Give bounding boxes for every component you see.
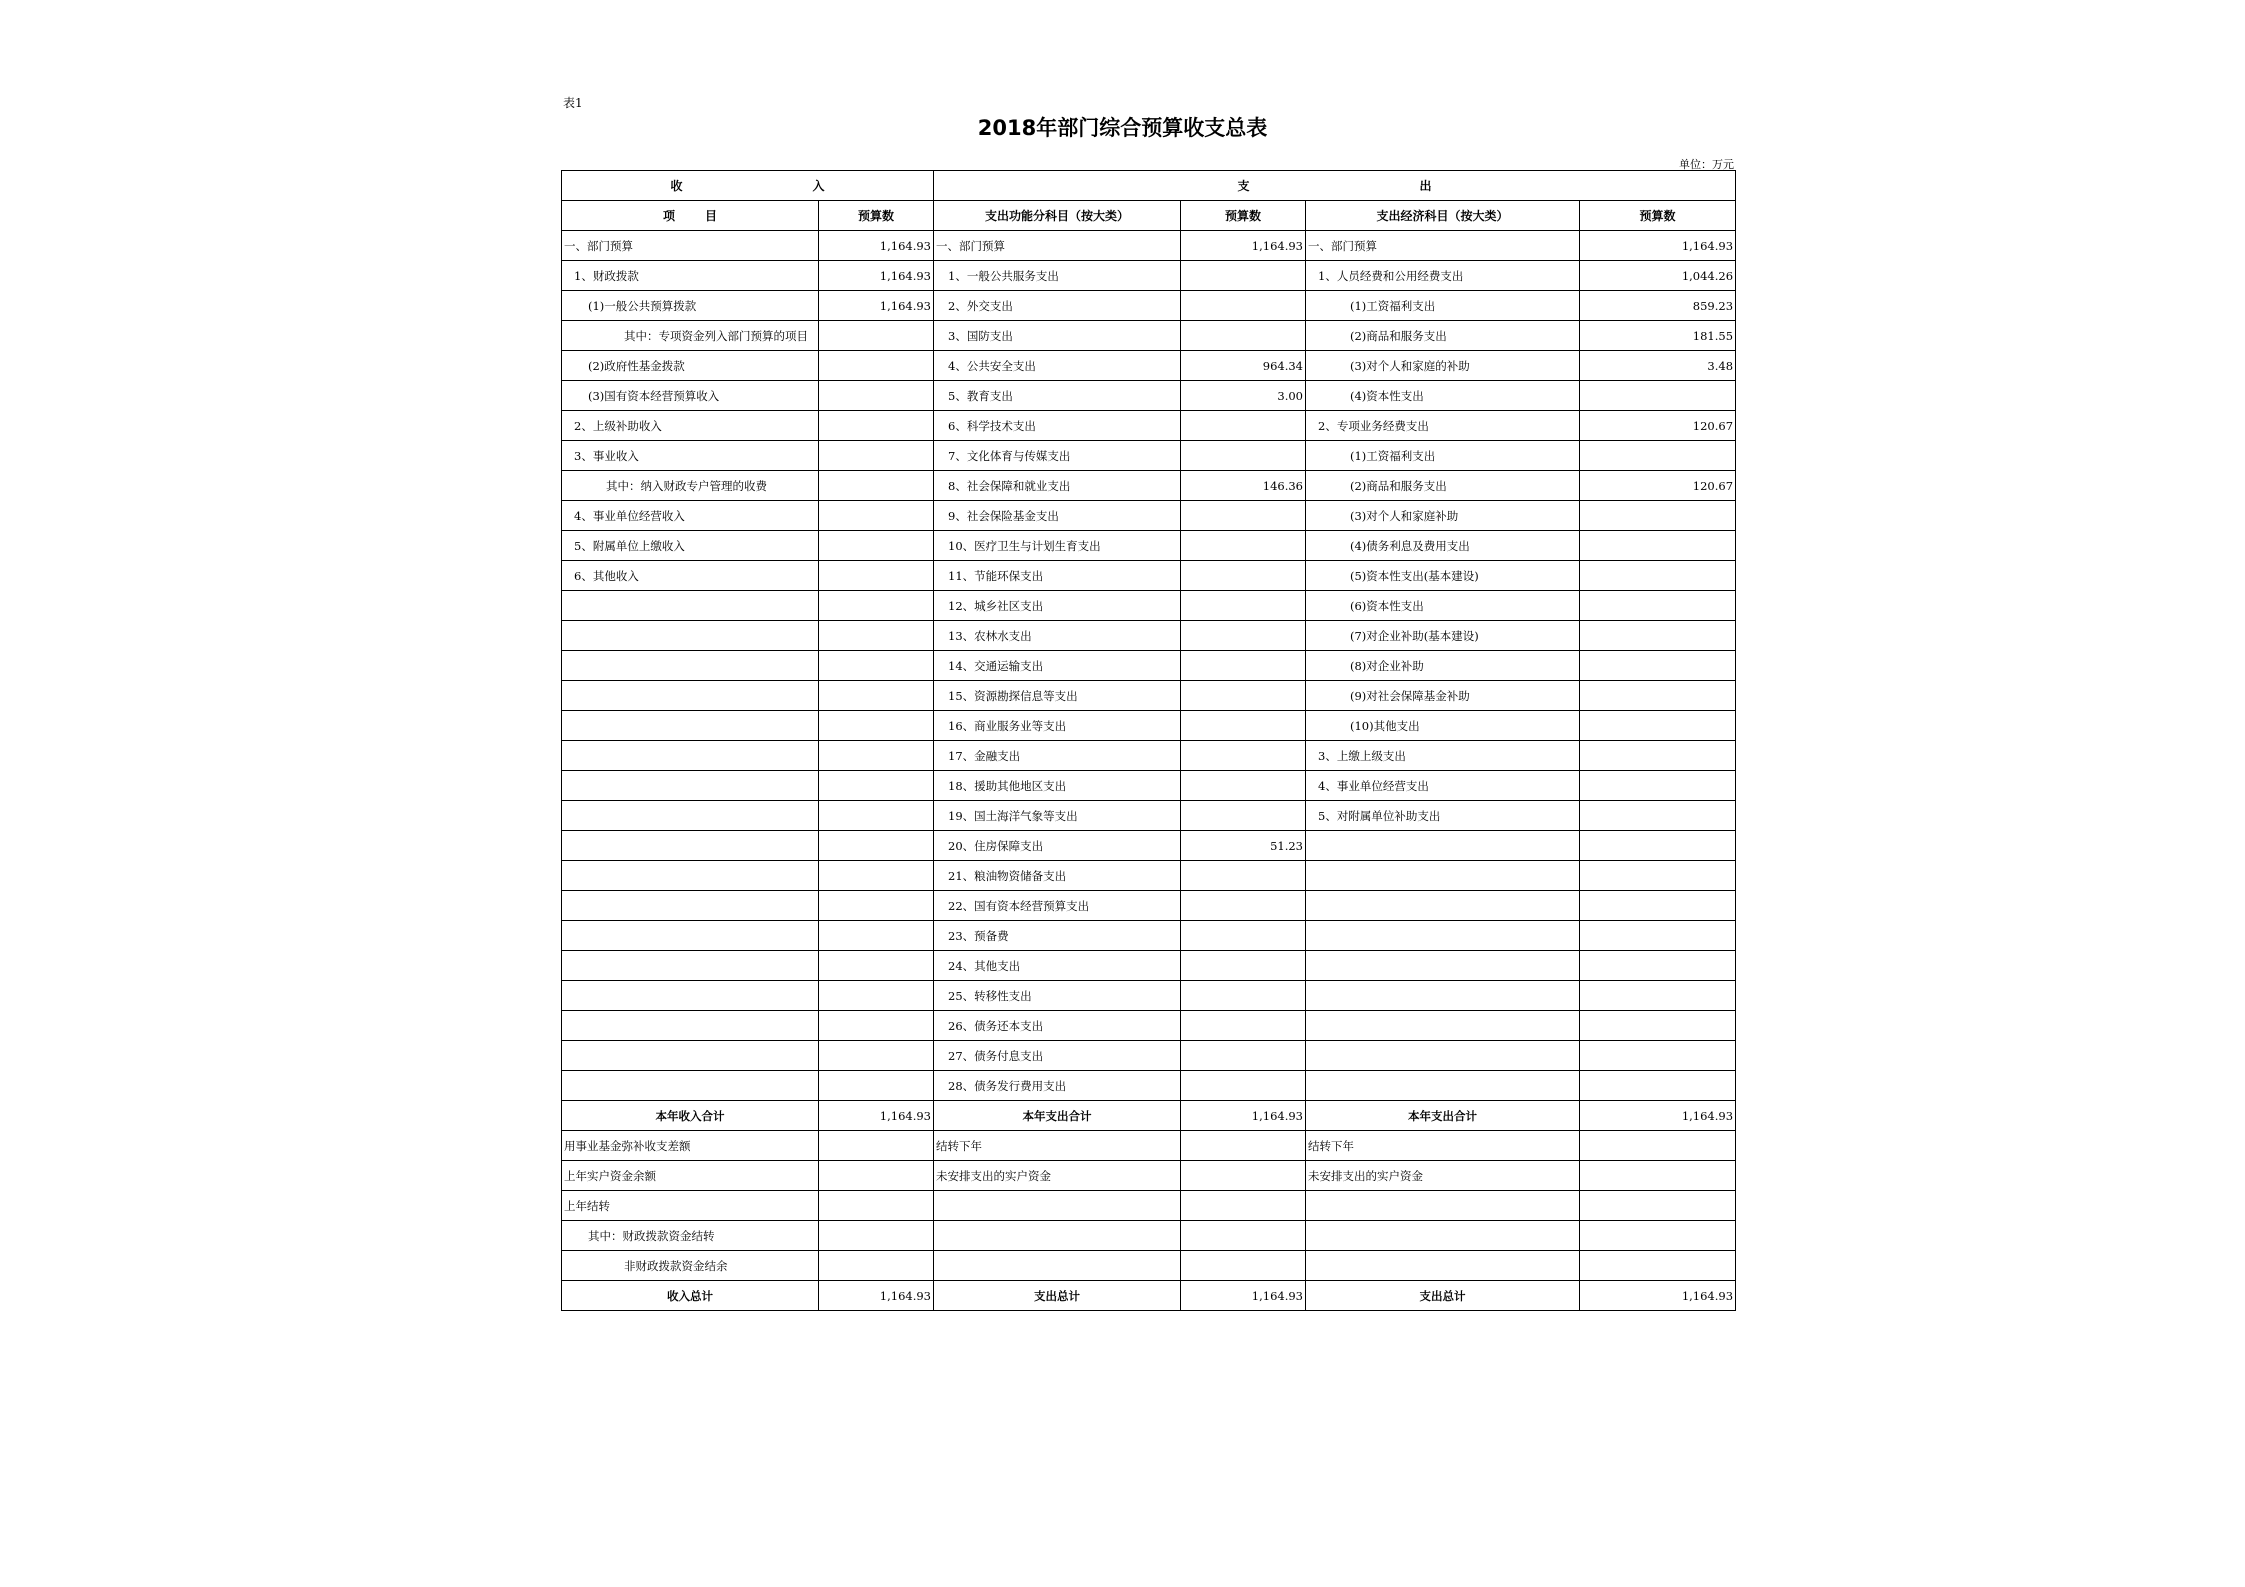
function-item-cell xyxy=(934,1221,1181,1251)
economic-amount-cell: 3.48 xyxy=(1580,351,1736,381)
function-amount-cell xyxy=(1181,681,1306,711)
expense-section-header: 支 出 xyxy=(934,171,1736,201)
budget-summary-table xyxy=(561,170,1736,1311)
economic-item-cell xyxy=(1306,1041,1580,1071)
income-item-cell: 5、附属单位上缴收入 xyxy=(562,531,819,561)
economic-item-cell: 4、事业单位经营支出 xyxy=(1306,771,1580,801)
column-header-row xyxy=(562,201,1736,231)
table-row xyxy=(562,501,1736,531)
income-item-cell xyxy=(562,771,819,801)
economic-item-cell: (7)对企业补助(基本建设) xyxy=(1306,621,1580,651)
income-amount-cell xyxy=(819,621,934,651)
economic-item-cell: (1)工资福利支出 xyxy=(1306,441,1580,471)
income-item-cell: 1、财政拨款 xyxy=(562,261,819,291)
income-amount-cell xyxy=(819,921,934,951)
income-amount-cell xyxy=(819,1071,934,1101)
income-item-cell: 其中：专项资金列入部门预算的项目 xyxy=(562,321,819,351)
economic-amount-cell xyxy=(1580,771,1736,801)
economic-item-cell: (2)商品和服务支出 xyxy=(1306,471,1580,501)
income-amount-cell xyxy=(819,981,934,1011)
income-item-cell: 2、上级补助收入 xyxy=(562,411,819,441)
table-row xyxy=(562,891,1736,921)
economic-total-amount: 1,164.93 xyxy=(1580,1101,1736,1131)
function-amount-cell xyxy=(1181,411,1306,441)
economic-item-cell: 2、专项业务经费支出 xyxy=(1306,411,1580,441)
income-amount-cell xyxy=(819,771,934,801)
function-item-cell: 未安排支出的实户资金 xyxy=(934,1161,1181,1191)
table-row xyxy=(562,261,1736,291)
function-item-cell: 19、国土海洋气象等支出 xyxy=(934,801,1181,831)
carryover-row xyxy=(562,1251,1736,1281)
function-amount-cell xyxy=(1181,621,1306,651)
function-item-cell: 6、科学技术支出 xyxy=(934,411,1181,441)
economic-item-cell xyxy=(1306,951,1580,981)
table-row xyxy=(562,831,1736,861)
income-item-cell: 用事业基金弥补收支差额 xyxy=(562,1131,819,1161)
function-amount-cell xyxy=(1181,1071,1306,1101)
function-item-cell xyxy=(934,1251,1181,1281)
economic-amount-cell xyxy=(1580,711,1736,741)
function-item-cell: 18、援助其他地区支出 xyxy=(934,771,1181,801)
function-amount-cell xyxy=(1181,711,1306,741)
income-item-cell: 一、部门预算 xyxy=(562,231,819,261)
income-total-label: 本年收入合计 xyxy=(562,1101,819,1131)
table-row xyxy=(562,1041,1736,1071)
income-amount-cell xyxy=(819,1011,934,1041)
economic-item-cell xyxy=(1306,921,1580,951)
income-amount-cell xyxy=(819,1251,934,1281)
header-economic-amount: 预算数 xyxy=(1580,201,1736,231)
income-amount-cell xyxy=(819,1161,934,1191)
income-amount-cell xyxy=(819,531,934,561)
table-row xyxy=(562,951,1736,981)
income-amount-cell xyxy=(819,831,934,861)
income-item-cell: 其中：财政拨款资金结转 xyxy=(562,1221,819,1251)
income-total-amount: 1,164.93 xyxy=(819,1281,934,1311)
income-item-cell xyxy=(562,921,819,951)
function-amount-cell xyxy=(1181,561,1306,591)
economic-item-cell: (3)对个人和家庭补助 xyxy=(1306,501,1580,531)
income-item-cell: 上年实户资金余额 xyxy=(562,1161,819,1191)
function-item-cell: 结转下年 xyxy=(934,1131,1181,1161)
function-item-cell: 7、文化体育与传媒支出 xyxy=(934,441,1181,471)
function-amount-cell xyxy=(1181,1251,1306,1281)
economic-item-cell xyxy=(1306,861,1580,891)
function-item-cell: 22、国有资本经营预算支出 xyxy=(934,891,1181,921)
economic-amount-cell xyxy=(1580,741,1736,771)
economic-item-cell: (8)对企业补助 xyxy=(1306,651,1580,681)
economic-amount-cell: 1,164.93 xyxy=(1580,231,1736,261)
carryover-row xyxy=(562,1131,1736,1161)
income-amount-cell xyxy=(819,561,934,591)
table-row xyxy=(562,861,1736,891)
table-row xyxy=(562,531,1736,561)
table-row xyxy=(562,621,1736,651)
economic-amount-cell xyxy=(1580,891,1736,921)
income-amount-cell xyxy=(819,741,934,771)
economic-item-cell xyxy=(1306,981,1580,1011)
income-item-cell xyxy=(562,1011,819,1041)
function-amount-cell: 1,164.93 xyxy=(1181,231,1306,261)
economic-amount-cell xyxy=(1580,801,1736,831)
economic-amount-cell xyxy=(1580,831,1736,861)
function-amount-cell: 3.00 xyxy=(1181,381,1306,411)
income-amount-cell xyxy=(819,1191,934,1221)
income-item-cell xyxy=(562,1041,819,1071)
income-item-cell: 6、其他收入 xyxy=(562,561,819,591)
grand-total-row xyxy=(562,1281,1736,1311)
economic-item-cell xyxy=(1306,1071,1580,1101)
function-amount-cell xyxy=(1181,441,1306,471)
economic-amount-cell xyxy=(1580,1041,1736,1071)
economic-item-cell: (2)商品和服务支出 xyxy=(1306,321,1580,351)
economic-item-cell xyxy=(1306,1251,1580,1281)
function-amount-cell xyxy=(1181,951,1306,981)
economic-item-cell xyxy=(1306,1221,1580,1251)
table-row xyxy=(562,711,1736,741)
function-item-cell xyxy=(934,1191,1181,1221)
economic-amount-cell xyxy=(1580,1071,1736,1101)
income-item-cell xyxy=(562,861,819,891)
economic-item-cell: 结转下年 xyxy=(1306,1131,1580,1161)
year-total-row xyxy=(562,1101,1736,1131)
economic-item-cell: (5)资本性支出(基本建设) xyxy=(1306,561,1580,591)
economic-amount-cell xyxy=(1580,441,1736,471)
function-item-cell: 13、农林水支出 xyxy=(934,621,1181,651)
income-item-cell xyxy=(562,981,819,1011)
income-item-cell xyxy=(562,1071,819,1101)
income-item-cell: (2)政府性基金拨款 xyxy=(562,351,819,381)
header-income-amount: 预算数 xyxy=(819,201,934,231)
economic-amount-cell xyxy=(1580,591,1736,621)
function-amount-cell xyxy=(1181,501,1306,531)
economic-amount-cell xyxy=(1580,501,1736,531)
function-amount-cell xyxy=(1181,1221,1306,1251)
table-row xyxy=(562,231,1736,261)
function-amount-cell xyxy=(1181,591,1306,621)
income-item-cell xyxy=(562,591,819,621)
table-row xyxy=(562,291,1736,321)
function-item-cell: 11、节能环保支出 xyxy=(934,561,1181,591)
economic-item-cell: (6)资本性支出 xyxy=(1306,591,1580,621)
income-item-cell xyxy=(562,711,819,741)
income-item-cell: 3、事业收入 xyxy=(562,441,819,471)
table-row xyxy=(562,441,1736,471)
table-row xyxy=(562,1071,1736,1101)
function-amount-cell xyxy=(1181,741,1306,771)
income-amount-cell xyxy=(819,801,934,831)
income-item-cell: (1)一般公共预算拨款 xyxy=(562,291,819,321)
function-item-cell: 21、粮油物资储备支出 xyxy=(934,861,1181,891)
economic-item-cell: 一、部门预算 xyxy=(1306,231,1580,261)
function-item-cell: 1、一般公共服务支出 xyxy=(934,261,1181,291)
header-function-amount: 预算数 xyxy=(1181,201,1306,231)
function-amount-cell xyxy=(1181,891,1306,921)
function-total-amount: 1,164.93 xyxy=(1181,1281,1306,1311)
income-item-cell xyxy=(562,741,819,771)
economic-amount-cell xyxy=(1580,381,1736,411)
economic-total-label: 本年支出合计 xyxy=(1306,1101,1580,1131)
economic-amount-cell xyxy=(1580,1131,1736,1161)
economic-amount-cell xyxy=(1580,1221,1736,1251)
economic-item-cell: (4)资本性支出 xyxy=(1306,381,1580,411)
economic-amount-cell: 120.67 xyxy=(1580,411,1736,441)
income-amount-cell xyxy=(819,651,934,681)
function-item-cell: 25、转移性支出 xyxy=(934,981,1181,1011)
function-amount-cell xyxy=(1181,1161,1306,1191)
economic-amount-cell: 1,044.26 xyxy=(1580,261,1736,291)
function-item-cell: 5、教育支出 xyxy=(934,381,1181,411)
income-amount-cell: 1,164.93 xyxy=(819,291,934,321)
economic-amount-cell xyxy=(1580,531,1736,561)
economic-amount-cell xyxy=(1580,681,1736,711)
table-row xyxy=(562,381,1736,411)
economic-item-cell xyxy=(1306,891,1580,921)
economic-item-cell: 5、对附属单位补助支出 xyxy=(1306,801,1580,831)
function-total-amount: 1,164.93 xyxy=(1181,1101,1306,1131)
economic-item-cell: (3)对个人和家庭的补助 xyxy=(1306,351,1580,381)
economic-item-cell xyxy=(1306,1191,1580,1221)
table-row xyxy=(562,741,1736,771)
income-amount-cell xyxy=(819,861,934,891)
function-item-cell: 3、国防支出 xyxy=(934,321,1181,351)
economic-amount-cell xyxy=(1580,921,1736,951)
function-amount-cell xyxy=(1181,981,1306,1011)
function-item-cell: 8、社会保障和就业支出 xyxy=(934,471,1181,501)
economic-amount-cell xyxy=(1580,621,1736,651)
income-amount-cell: 1,164.93 xyxy=(819,231,934,261)
table-row xyxy=(562,471,1736,501)
income-amount-cell xyxy=(819,1041,934,1071)
income-item-cell xyxy=(562,951,819,981)
income-amount-cell xyxy=(819,351,934,381)
table-row xyxy=(562,921,1736,951)
function-amount-cell xyxy=(1181,651,1306,681)
income-item-cell: 非财政拨款资金结余 xyxy=(562,1251,819,1281)
function-item-cell: 一、部门预算 xyxy=(934,231,1181,261)
economic-item-cell: (10)其他支出 xyxy=(1306,711,1580,741)
function-amount-cell xyxy=(1181,921,1306,951)
income-amount-cell xyxy=(819,441,934,471)
function-amount-cell xyxy=(1181,321,1306,351)
economic-total-amount: 1,164.93 xyxy=(1580,1281,1736,1311)
income-amount-cell xyxy=(819,411,934,441)
income-amount-cell xyxy=(819,1131,934,1161)
function-amount-cell xyxy=(1181,1131,1306,1161)
economic-item-cell: 未安排支出的实户资金 xyxy=(1306,1161,1580,1191)
income-item-cell: 4、事业单位经营收入 xyxy=(562,501,819,531)
unit-label: 单位：万元 xyxy=(1679,158,1734,171)
table-row xyxy=(562,981,1736,1011)
income-item-cell xyxy=(562,621,819,651)
income-item-cell: (3)国有资本经营预算收入 xyxy=(562,381,819,411)
function-total-label: 支出总计 xyxy=(934,1281,1181,1311)
table-row xyxy=(562,771,1736,801)
function-item-cell: 2、外交支出 xyxy=(934,291,1181,321)
table-row xyxy=(562,561,1736,591)
economic-amount-cell xyxy=(1580,861,1736,891)
sheet-number: 表1 xyxy=(563,96,583,110)
function-total-label: 本年支出合计 xyxy=(934,1101,1181,1131)
economic-amount-cell: 120.67 xyxy=(1580,471,1736,501)
table-row xyxy=(562,591,1736,621)
income-section-header: 收 入 xyxy=(562,171,934,201)
economic-amount-cell: 859.23 xyxy=(1580,291,1736,321)
function-item-cell: 17、金融支出 xyxy=(934,741,1181,771)
function-amount-cell: 51.23 xyxy=(1181,831,1306,861)
function-item-cell: 20、住房保障支出 xyxy=(934,831,1181,861)
function-amount-cell xyxy=(1181,1191,1306,1221)
income-amount-cell xyxy=(819,591,934,621)
economic-amount-cell xyxy=(1580,951,1736,981)
income-amount-cell xyxy=(819,681,934,711)
economic-item-cell: (4)债务利息及费用支出 xyxy=(1306,531,1580,561)
function-item-cell: 27、债务付息支出 xyxy=(934,1041,1181,1071)
function-amount-cell xyxy=(1181,291,1306,321)
page-title: 2018年部门综合预算收支总表 xyxy=(977,116,1268,140)
function-amount-cell xyxy=(1181,861,1306,891)
function-item-cell: 16、商业服务业等支出 xyxy=(934,711,1181,741)
header-income-item: 项 目 xyxy=(562,201,819,231)
income-amount-cell xyxy=(819,321,934,351)
header-economic-category: 支出经济科目（按大类） xyxy=(1306,201,1580,231)
income-item-cell xyxy=(562,651,819,681)
function-amount-cell: 964.34 xyxy=(1181,351,1306,381)
table-row xyxy=(562,411,1736,441)
income-item-cell xyxy=(562,801,819,831)
function-item-cell: 26、债务还本支出 xyxy=(934,1011,1181,1041)
income-item-cell xyxy=(562,681,819,711)
economic-item-cell xyxy=(1306,1011,1580,1041)
function-item-cell: 23、预备费 xyxy=(934,921,1181,951)
income-item-cell xyxy=(562,891,819,921)
income-amount-cell xyxy=(819,951,934,981)
function-amount-cell xyxy=(1181,261,1306,291)
economic-item-cell: (1)工资福利支出 xyxy=(1306,291,1580,321)
function-item-cell: 9、社会保险基金支出 xyxy=(934,501,1181,531)
economic-item-cell: (9)对社会保障基金补助 xyxy=(1306,681,1580,711)
carryover-row xyxy=(562,1161,1736,1191)
economic-total-label: 支出总计 xyxy=(1306,1281,1580,1311)
table-row xyxy=(562,321,1736,351)
economic-amount-cell xyxy=(1580,1191,1736,1221)
income-amount-cell xyxy=(819,501,934,531)
table-row xyxy=(562,351,1736,381)
function-item-cell: 15、资源勘探信息等支出 xyxy=(934,681,1181,711)
income-amount-cell xyxy=(819,711,934,741)
economic-amount-cell xyxy=(1580,1161,1736,1191)
income-total-amount: 1,164.93 xyxy=(819,1101,934,1131)
economic-amount-cell: 181.55 xyxy=(1580,321,1736,351)
section-band-row xyxy=(562,171,1736,201)
header-function-category: 支出功能分科目（按大类） xyxy=(934,201,1181,231)
table-row xyxy=(562,801,1736,831)
income-amount-cell xyxy=(819,1221,934,1251)
function-amount-cell xyxy=(1181,801,1306,831)
economic-amount-cell xyxy=(1580,981,1736,1011)
carryover-row xyxy=(562,1191,1736,1221)
function-item-cell: 4、公共安全支出 xyxy=(934,351,1181,381)
table-row xyxy=(562,651,1736,681)
function-amount-cell xyxy=(1181,1011,1306,1041)
carryover-row xyxy=(562,1221,1736,1251)
table-row xyxy=(562,681,1736,711)
income-item-cell xyxy=(562,831,819,861)
function-item-cell: 10、医疗卫生与计划生育支出 xyxy=(934,531,1181,561)
income-amount-cell xyxy=(819,471,934,501)
economic-item-cell xyxy=(1306,831,1580,861)
function-amount-cell xyxy=(1181,771,1306,801)
function-item-cell: 14、交通运输支出 xyxy=(934,651,1181,681)
economic-amount-cell xyxy=(1580,1251,1736,1281)
income-item-cell: 上年结转 xyxy=(562,1191,819,1221)
economic-amount-cell xyxy=(1580,1011,1736,1041)
function-item-cell: 24、其他支出 xyxy=(934,951,1181,981)
function-amount-cell xyxy=(1181,531,1306,561)
function-amount-cell: 146.36 xyxy=(1181,471,1306,501)
economic-item-cell: 3、上缴上级支出 xyxy=(1306,741,1580,771)
economic-amount-cell xyxy=(1580,561,1736,591)
income-amount-cell xyxy=(819,381,934,411)
income-amount-cell: 1,164.93 xyxy=(819,261,934,291)
economic-amount-cell xyxy=(1580,651,1736,681)
function-item-cell: 28、债务发行费用支出 xyxy=(934,1071,1181,1101)
income-total-label: 收入总计 xyxy=(562,1281,819,1311)
function-item-cell: 12、城乡社区支出 xyxy=(934,591,1181,621)
table-row xyxy=(562,1011,1736,1041)
income-amount-cell xyxy=(819,891,934,921)
function-amount-cell xyxy=(1181,1041,1306,1071)
income-item-cell: 其中：纳入财政专户管理的收费 xyxy=(562,471,819,501)
economic-item-cell: 1、人员经费和公用经费支出 xyxy=(1306,261,1580,291)
